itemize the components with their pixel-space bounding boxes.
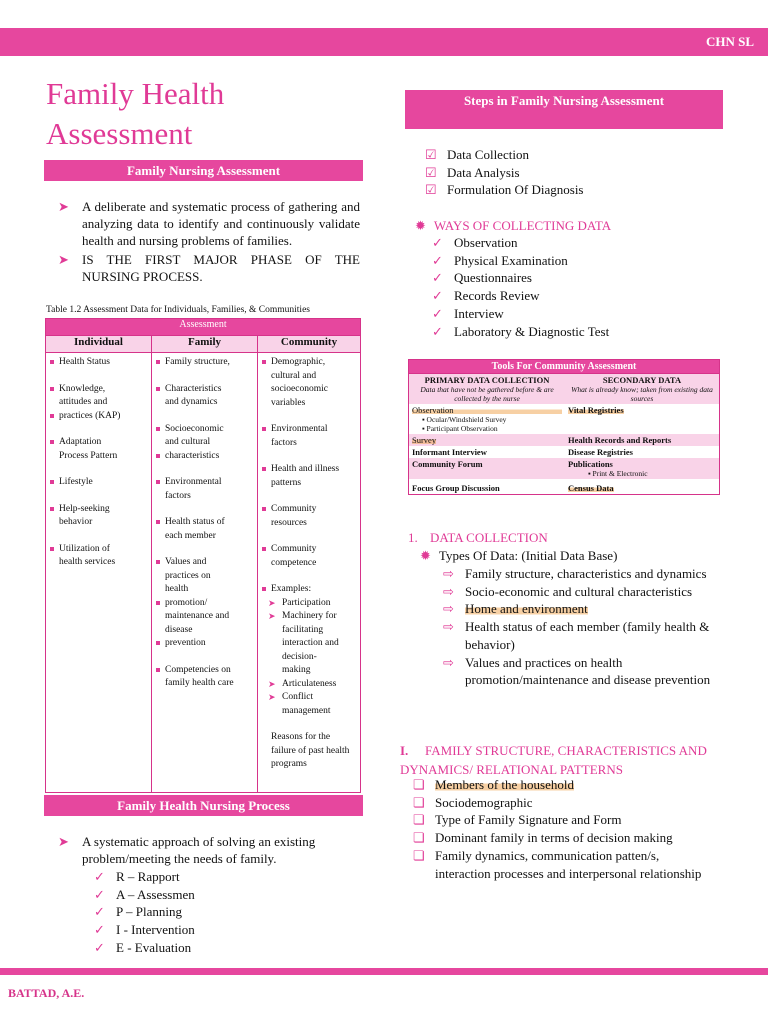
family-structure-list	[413, 776, 718, 882]
list-item: ➤ Machinery for facilitating interaction and decision- making	[262, 610, 358, 678]
family-structure-heading: I. FAMILY STRUCTURE, CHARACTERISTICS AND DYNAMICS/ RELATIONAL PATTERNS	[400, 743, 707, 777]
footer-author: BATTAD, A.E.	[8, 986, 85, 1000]
list-item: Competencies on family health care	[156, 664, 255, 691]
list-item: ✓ Observation	[432, 235, 518, 250]
list-item: ⇨ Socio-economic and cultural characteristics	[443, 583, 693, 599]
list-item: Reasons for the failure of past health programs	[271, 732, 350, 769]
check-icon: ✓	[94, 869, 105, 884]
publications-cell: Publications ▪ Print & Electronic	[565, 458, 720, 479]
survey-cell: Survey	[409, 434, 566, 446]
family-cell	[152, 353, 258, 793]
checkbox-checked-icon: ☑	[425, 164, 437, 180]
primary-header: PRIMARY DATA COLLECTION Data that have not be gathered before & are collected by the nurse	[409, 374, 566, 405]
check-icon: ✓	[432, 252, 443, 268]
list-item: Help-seeking behavior	[50, 503, 149, 530]
ways-list	[432, 234, 609, 340]
list-item: ✓ R – Rapport	[94, 869, 180, 884]
health-records-cell: Health Records and Reports	[565, 434, 720, 446]
list-item: ☑ Formulation Of Diagnosis	[425, 182, 584, 198]
list-item: Health status of each member	[156, 516, 255, 543]
list-item: Values and practices on health	[156, 556, 255, 597]
list-item: ☑ Data Collection	[425, 147, 529, 162]
list-item: ⇨ Family structure, characteristics and dynamics	[443, 566, 707, 581]
checkbox-empty-icon: ❏	[413, 830, 425, 846]
arrow-right-icon: ⇨	[443, 654, 454, 670]
arrow-right-icon: ⇨	[443, 566, 454, 581]
check-icon: ✓	[94, 886, 105, 902]
check-icon: ✓	[94, 939, 105, 955]
list-item: Community resources	[262, 503, 358, 530]
checkbox-checked-icon: ☑	[425, 182, 437, 198]
list-item: Examples:	[262, 583, 358, 597]
checkbox-empty-icon: ❏	[413, 847, 425, 863]
banner-steps: Steps in Family Nursing Assessment	[405, 90, 723, 129]
forum-cell: Community Forum	[409, 458, 566, 479]
census-cell: Census Data	[565, 479, 720, 495]
check-icon: ✓	[432, 235, 443, 250]
header-label: CHN SL	[705, 34, 754, 49]
list-item: promotion/ maintenance and disease	[156, 597, 255, 638]
list-item: Lifestyle	[50, 476, 149, 490]
col-family: Family	[152, 336, 258, 353]
arrow-bullet-icon: ➤	[58, 834, 69, 849]
list-item: ✓ A – Assessmen	[94, 886, 195, 902]
list-item: ⇨ Home and environment	[443, 601, 588, 617]
list-item: ➤ Articulateness	[262, 678, 358, 692]
list-item: ✓ Laboratory & Diagnostic Test	[432, 323, 610, 339]
list-item: ⇨ Health status of each member (family health & behavior)	[443, 619, 710, 652]
vital-registries: Vital Registries	[565, 404, 720, 434]
list-item: Environmental factors	[262, 423, 358, 450]
definition-text: A deliberate and systematic process of gathering and analyzing data to identify and continuously validate health and nursing problems of families.	[82, 199, 360, 248]
list-item: Family structure,	[156, 356, 255, 370]
arrow-right-icon: ⇨	[443, 601, 454, 617]
list-item: ❏ Members of the household	[413, 777, 575, 792]
process-intro: ➤ A systematic approach of solving an existing problem/meeting the needs of family.	[58, 834, 316, 866]
header-bar	[0, 28, 768, 56]
banner-family-nursing-assessment: Family Nursing Assessment	[44, 160, 363, 181]
community-cell	[258, 353, 361, 793]
list-item: Demographic, cultural and socioeconomic variables	[262, 356, 358, 410]
arrow-right-icon: ⇨	[443, 619, 454, 635]
list-item: ❏ Type of Family Signature and Form	[413, 812, 622, 828]
check-icon: ✓	[432, 270, 443, 286]
list-item: Knowledge, attitudes and	[50, 383, 149, 410]
list-item: ✓ E - Evaluation	[94, 939, 192, 955]
list-item: ✓ Questionnaires	[432, 270, 532, 286]
star-icon: ✹	[420, 548, 431, 563]
phase-bullet	[58, 251, 360, 285]
list-item: ✓ Records Review	[432, 288, 540, 304]
definition-bullet	[58, 198, 360, 249]
focus-group-cell: Focus Group Discussion	[409, 479, 566, 495]
check-icon: ✓	[94, 922, 105, 938]
list-item: prevention	[156, 637, 255, 651]
list-item: ❏ Dominant family in terms of decision making	[413, 830, 673, 846]
col-community: Community	[258, 336, 361, 353]
assessment-table	[45, 318, 361, 793]
arrow-right-icon: ⇨	[443, 583, 454, 599]
checkbox-empty-icon: ❏	[413, 777, 425, 792]
col-individual: Individual	[46, 336, 152, 353]
list-item: Environmental factors	[156, 476, 255, 503]
list-item: characteristics	[156, 450, 255, 464]
list-item: ✓ Interview	[432, 305, 504, 321]
table-caption: Table 1.2 Assessment Data for Individuals, Families, & Communities	[46, 305, 310, 315]
page-title: Family Health Assessment	[46, 76, 225, 151]
list-item: ✓ Physical Examination	[432, 252, 568, 268]
list-item: ✓ P – Planning	[94, 904, 182, 920]
list-item: Adaptation Process Pattern	[50, 436, 149, 463]
assessment-table-caption: Assessment	[46, 319, 361, 336]
star-icon: ✹	[415, 218, 426, 233]
arrow-bullet-icon: ➤	[58, 252, 69, 267]
process-steps	[94, 868, 195, 957]
list-item: ✓ I - Intervention	[94, 922, 195, 938]
footer-bar	[0, 968, 768, 975]
ways-heading: ✹ WAYS OF COLLECTING DATA	[415, 218, 612, 233]
list-item: ❏ Family dynamics, communication patten/s, interaction processes and interpersonal relationship	[413, 847, 702, 881]
data-collection-heading: 1. DATA COLLECTION	[408, 530, 548, 545]
list-item: Community competence	[262, 543, 358, 570]
list-item: ❏ Sociodemographic	[413, 794, 533, 810]
phase-text: IS THE FIRST MAJOR PHASE OF THE NURSING PROCESS.	[82, 252, 360, 284]
list-item: Socioeconomic and cultural	[156, 423, 255, 450]
tools-table-caption: Tools For Community Assessment	[409, 360, 720, 374]
individual-cell	[46, 353, 152, 793]
tools-table	[408, 359, 720, 495]
informant-cell: Informant Interview	[409, 446, 566, 458]
types-heading: ✹ Types Of Data: (Initial Data Base)	[420, 548, 618, 563]
list-item: ⇨ Values and practices on health promotion/maintenance and disease prevention	[443, 654, 711, 688]
list-item: ➤ Participation	[262, 597, 358, 611]
disease-registries: Disease Registries	[565, 446, 720, 458]
types-list	[443, 565, 723, 689]
observation-cell: Observation ▪ Ocular/Windshield Survey ▪ Participant Observation	[409, 404, 566, 434]
check-icon: ✓	[432, 305, 443, 321]
list-item: Health Status	[50, 356, 149, 370]
arrow-bullet-icon: ➤	[58, 199, 69, 214]
list-item: Utilization of health services	[50, 543, 149, 570]
list-item: Characteristics and dynamics	[156, 383, 255, 410]
steps-list	[425, 146, 584, 199]
list-item: practices (KAP)	[50, 410, 149, 424]
check-icon: ✓	[432, 288, 443, 304]
list-item: ➤ Conflict management	[262, 691, 358, 718]
checkbox-empty-icon: ❏	[413, 812, 425, 828]
checkbox-checked-icon: ☑	[425, 147, 437, 162]
secondary-header: SECONDARY DATA What is already know; taken from existing data sources	[565, 374, 720, 405]
list-item: ☑ Data Analysis	[425, 164, 520, 180]
check-icon: ✓	[432, 323, 443, 339]
check-icon: ✓	[94, 904, 105, 920]
checkbox-empty-icon: ❏	[413, 794, 425, 810]
list-item: Health and illness patterns	[262, 463, 358, 490]
banner-family-health-nursing-process: Family Health Nursing Process	[44, 795, 363, 816]
